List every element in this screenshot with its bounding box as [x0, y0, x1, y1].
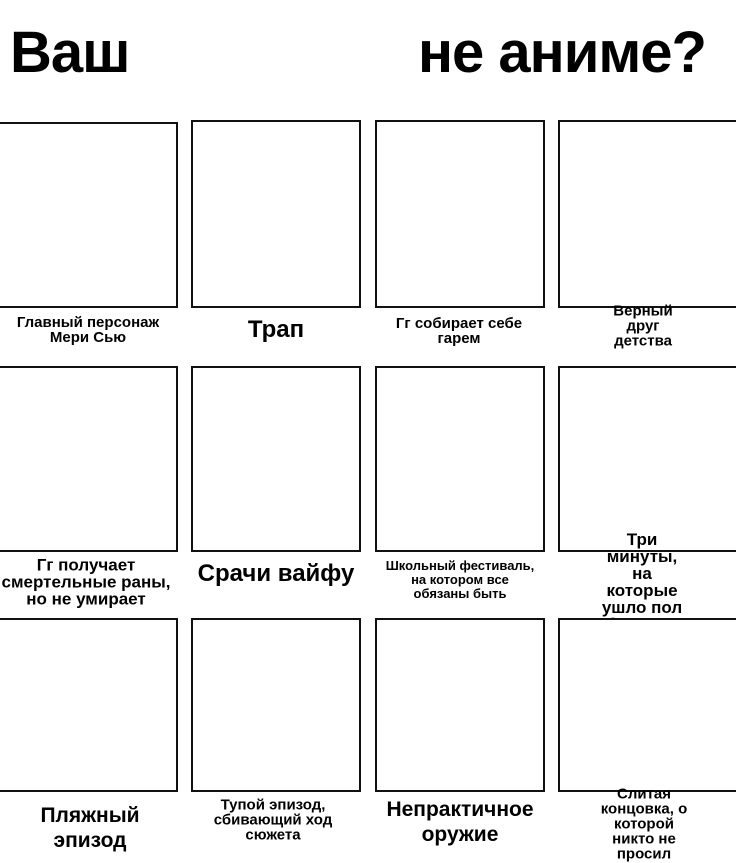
panel-3[interactable] [375, 120, 545, 308]
panel-2-caption: Трап [247, 316, 305, 343]
panel-7-caption: Школьный фестиваль, на котором все обязаны быть [385, 558, 535, 601]
panel-10[interactable] [191, 618, 361, 792]
panel-4-caption: Верный друг детства [613, 302, 673, 350]
panel-8[interactable] [558, 366, 736, 552]
title-right: не аниме? [418, 20, 706, 85]
title-left: Ваш [10, 20, 130, 85]
panel-1[interactable] [0, 122, 178, 308]
panel-12-caption: Слитая концовка, о которой никто не просил [600, 785, 688, 863]
panel-6[interactable] [191, 366, 361, 552]
panel-9-caption: Пляжный эпизод [40, 804, 140, 852]
panel-12[interactable] [558, 618, 736, 792]
panel-6-caption: Срачи вайфу [197, 560, 355, 587]
panel-11-caption: Непрактичное оружие [386, 798, 534, 846]
panel-1-caption: Главный персонаж Мери Сью [16, 314, 160, 346]
panel-5-caption: Гг получает смертельные раны, но не умирает [1, 555, 171, 609]
panel-5[interactable] [0, 366, 178, 552]
panel-10-caption: Тупой эпизод, сбивающий ход сюжета [213, 796, 333, 844]
panel-9[interactable] [0, 618, 178, 792]
panel-8-caption: Три минуты, на которые ушло пол [601, 530, 683, 617]
panel-3-caption: Гг собирает себе гарем [395, 315, 523, 347]
panel-2[interactable] [191, 120, 361, 308]
panel-4[interactable] [558, 120, 736, 308]
panel-11[interactable] [375, 618, 545, 792]
panel-7[interactable] [375, 366, 545, 552]
